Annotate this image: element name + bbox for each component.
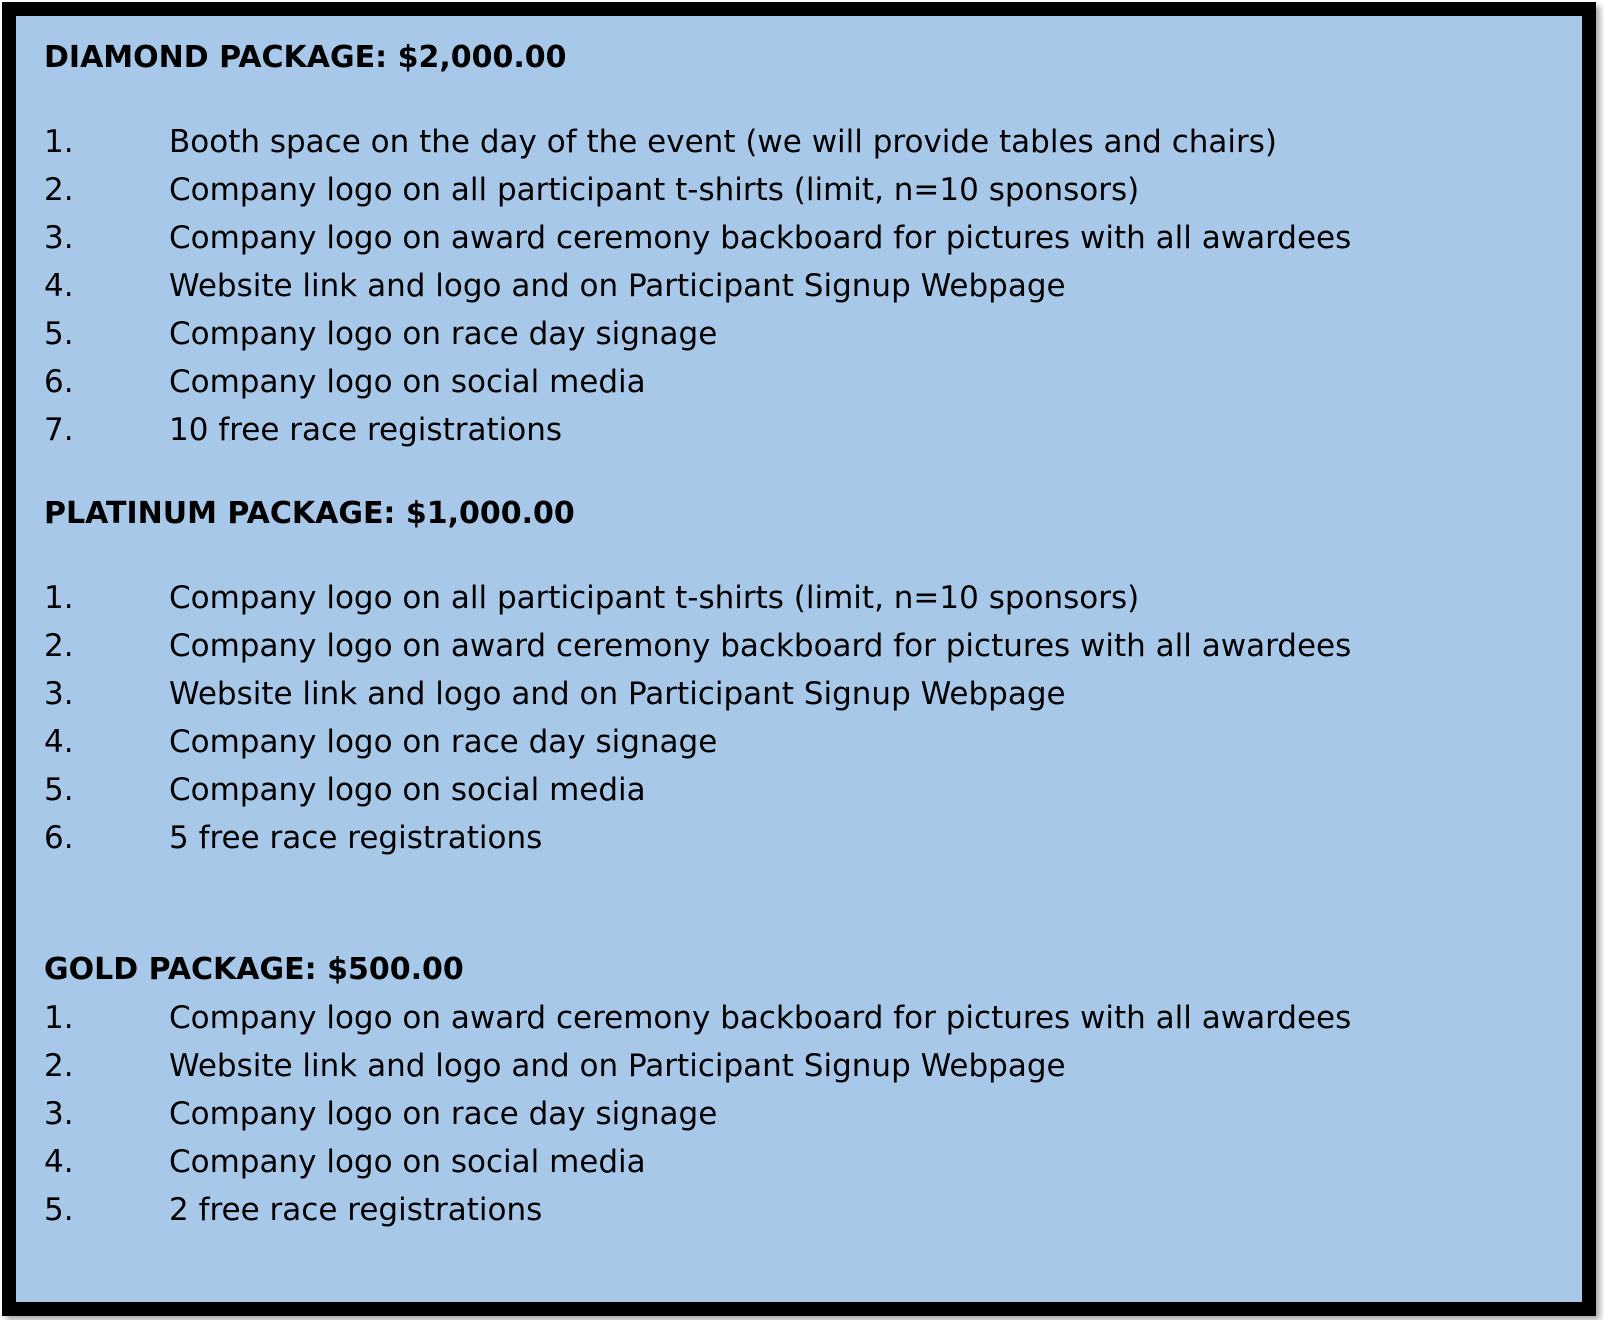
- item-text: 2 free race registrations: [169, 1192, 543, 1228]
- spacer: [44, 454, 1562, 490]
- list-item: [44, 358, 1562, 406]
- item-text: 10 free race registrations: [169, 412, 562, 448]
- item-number: 2.: [44, 172, 74, 208]
- item-text: Website link and logo and on Participant Signup Webpage: [169, 1048, 1066, 1084]
- spacer: [44, 862, 1562, 946]
- platinum-package-heading: PLATINUM PACKAGE: $1,000.00: [44, 496, 575, 531]
- list-item: [44, 310, 1562, 358]
- platinum-package-section: [44, 490, 1562, 862]
- item-number: 6.: [44, 364, 74, 400]
- item-number: 5.: [44, 316, 74, 352]
- item-text: Company logo on social media: [169, 772, 646, 808]
- item-text: Company logo on all participant t-shirts (limit, n=10 sponsors): [169, 172, 1140, 208]
- list-item: [44, 718, 1562, 766]
- item-text: Company logo on award ceremony backboard for pictures with all awardees: [169, 628, 1352, 664]
- item-text: Website link and logo and on Participant Signup Webpage: [169, 676, 1066, 712]
- list-item: [44, 118, 1562, 166]
- item-text: Company logo on race day signage: [169, 316, 718, 352]
- diamond-package-benefits-list: [44, 118, 1562, 454]
- item-number: 2.: [44, 1048, 74, 1084]
- item-number: 2.: [44, 628, 74, 664]
- list-item: [44, 622, 1562, 670]
- item-number: 5.: [44, 772, 74, 808]
- item-number: 6.: [44, 820, 74, 856]
- item-text: Company logo on award ceremony backboard for pictures with all awardees: [169, 220, 1352, 256]
- list-item: [44, 166, 1562, 214]
- gold-package-section: [44, 946, 1562, 1234]
- item-text: Company logo on race day signage: [169, 724, 718, 760]
- item-number: 3.: [44, 676, 74, 712]
- list-item: [44, 574, 1562, 622]
- spacer: [44, 82, 1562, 118]
- list-item: [44, 814, 1562, 862]
- item-number: 1.: [44, 580, 74, 616]
- item-number: 1.: [44, 124, 74, 160]
- item-number: 5.: [44, 1192, 74, 1228]
- item-text: Company logo on social media: [169, 364, 646, 400]
- item-text: Company logo on race day signage: [169, 1096, 718, 1132]
- item-text: Company logo on social media: [169, 1144, 646, 1180]
- list-item: [44, 994, 1562, 1042]
- sponsorship-content: [44, 34, 1562, 1234]
- item-text: Website link and logo and on Participant Signup Webpage: [169, 268, 1066, 304]
- list-item: [44, 1042, 1562, 1090]
- list-item: [44, 262, 1562, 310]
- item-number: 3.: [44, 1096, 74, 1132]
- list-item: [44, 1186, 1562, 1234]
- diamond-package-section: [44, 34, 1562, 454]
- item-number: 3.: [44, 220, 74, 256]
- item-number: 4.: [44, 268, 74, 304]
- list-item: [44, 1138, 1562, 1186]
- list-item: [44, 1090, 1562, 1138]
- item-text: Company logo on all participant t-shirts (limit, n=10 sponsors): [169, 580, 1140, 616]
- gold-package-benefits-list: [44, 994, 1562, 1234]
- item-number: 1.: [44, 1000, 74, 1036]
- diamond-package-heading: DIAMOND PACKAGE: $2,000.00: [44, 40, 567, 75]
- item-number: 4.: [44, 1144, 74, 1180]
- item-number: 4.: [44, 724, 74, 760]
- spacer: [44, 538, 1562, 574]
- list-item: [44, 766, 1562, 814]
- list-item: [44, 670, 1562, 718]
- list-item: [44, 406, 1562, 454]
- gold-package-heading: GOLD PACKAGE: $500.00: [44, 952, 464, 987]
- item-text: Company logo on award ceremony backboard for pictures with all awardees: [169, 1000, 1352, 1036]
- sponsorship-packages-box: [2, 2, 1596, 1316]
- item-text: Booth space on the day of the event (we will provide tables and chairs): [169, 124, 1278, 160]
- item-number: 7.: [44, 412, 74, 448]
- platinum-package-benefits-list: [44, 574, 1562, 862]
- list-item: [44, 214, 1562, 262]
- item-text: 5 free race registrations: [169, 820, 543, 856]
